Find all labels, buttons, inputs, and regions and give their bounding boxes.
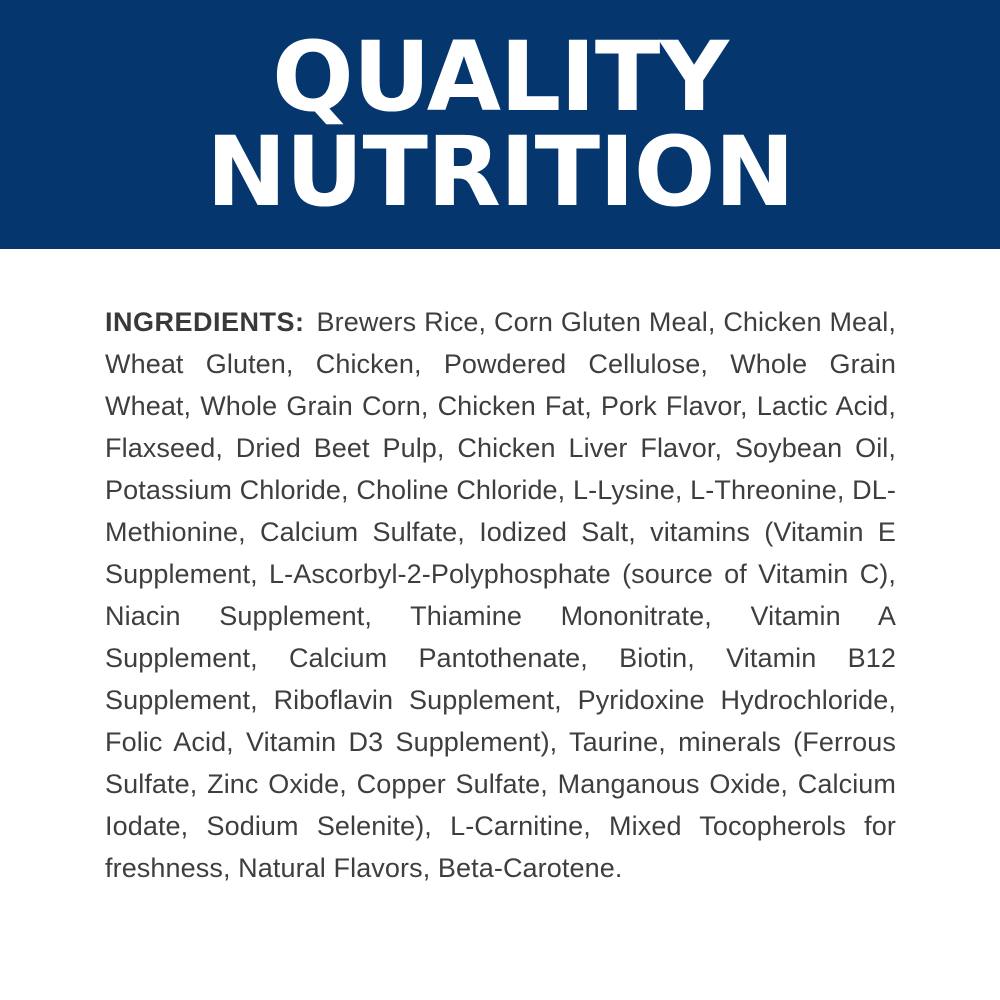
quality-nutrition-banner: [0, 0, 1000, 249]
ingredients-text: Brewers Rice, Corn Gluten Meal, Chicken Meal, Wheat Gluten, Chicken, Powdered Cellulose, Whole Grain Wheat, Whole Grain Corn, Chicken Fat, Pork Flavor, Lactic Acid, Flaxseed, Dried Beet Pulp, Chicken Liver Flavor, Soybean Oil, Potassium Chloride, Choline Chloride, L-Lysine, L-Threonine, DL-Methionine, Calcium Sulfate, Iodized Salt, vitamins (Vitamin E Supplement, L-Ascorbyl-2-Polyphosphate (source of Vitamin C), Niacin Supplement, Thiamine Mononitrate, Vitamin A Supplement, Calcium Pantothenate, Biotin, Vitamin B12 Supplement, Riboflavin Supplement, Pyridoxine Hydrochloride, Folic Acid, Vitamin D3 Supplement), Taurine, minerals (Ferrous Sulfate, Zinc Oxide, Copper Sulfate, Manganous Oxide, Calcium Iodate, Sodium Selenite), L-Carnitine, Mixed Tocopherols for freshness, Natural Flavors, Beta-Carotene.: [105, 307, 896, 883]
banner-title: [206, 20, 794, 228]
ingredients-section: [0, 249, 1000, 889]
banner-title-line2: NUTRITION: [206, 115, 794, 228]
banner-title-line1: QUALITY: [272, 20, 728, 133]
ingredients-paragraph: [105, 301, 896, 889]
ingredients-label: INGREDIENTS:: [105, 307, 305, 337]
